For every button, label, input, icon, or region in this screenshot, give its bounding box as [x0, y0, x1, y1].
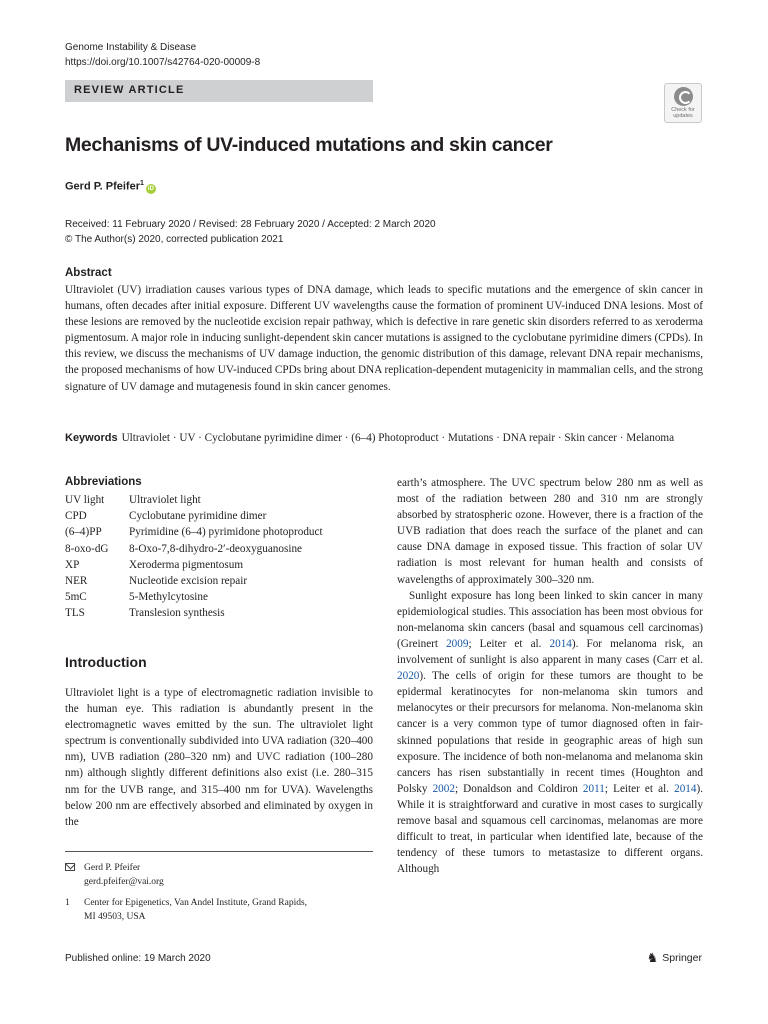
abbreviation-term: NER	[65, 575, 88, 588]
envelope-icon	[65, 863, 75, 871]
abbreviation-term: UV light	[65, 494, 105, 506]
citation-link[interactable]: 2009	[446, 637, 469, 650]
keywords	[65, 430, 703, 446]
corresponding-email[interactable]: gerd.pfeifer@vai.org	[84, 876, 164, 887]
abbreviation-term: 5mC	[65, 591, 87, 604]
abbreviation-definition: Xeroderma pigmentosum	[129, 558, 244, 571]
text-run: ; Leiter et al.	[468, 637, 550, 650]
text-run: ; Donaldson and Coldiron	[454, 782, 583, 795]
article-title: Mechanisms of UV-induced mutations and skin cancer	[65, 134, 553, 156]
publisher-name: Springer	[662, 951, 702, 964]
abbreviation-definition: Ultraviolet light	[129, 494, 201, 506]
history-dates: Received: 11 February 2020 / Revised: 28 February 2020 / Accepted: 2 March 2020	[65, 219, 436, 230]
author-affil-mark: 1	[140, 180, 144, 187]
keywords-text: Ultraviolet · UV · Cyclobutane pyrimidine dimer · (6–4) Photoproduct · Mutations · DNA repair · Skin cancer · Melanoma	[121, 432, 675, 444]
footnotes	[65, 862, 373, 932]
text-run: ). The cells of origin for these tumors are thought to be epidermal keratinocytes for non-melanoma skin tumors and melanocytes or their precursors for melanoma. Non-melanoma skin cancer is a very common type of tumor diagnosed often in fair-skinned populations that reside in geographic areas of high sun exposure. The incidence of both non-melanoma and melanoma skin cancers has risen substantially in recent times (Houghton and Polsky	[397, 670, 703, 795]
journal-name: Genome Instability & Disease	[65, 42, 197, 53]
check-for-updates-button[interactable]	[664, 83, 702, 123]
abbreviation-definition: Translesion synthesis	[129, 607, 225, 620]
author-name[interactable]: Gerd P. Pfeifer	[65, 180, 140, 193]
abbreviation-term: CPD	[65, 510, 87, 523]
abbreviations-heading: Abbreviations	[65, 476, 142, 488]
citation-link[interactable]: 2014	[549, 637, 572, 650]
citation-link[interactable]: 2014	[674, 782, 697, 795]
abstract-text: Ultraviolet (UV) irradiation causes various types of DNA damage, which leads to specific mutations and the emergence of skin cancer in humans, often decades after initial exposure. Different UV wavelengths cause the formation of prominent UV-induced DNA lesions. Most of these lesions are removed by the nucleotide excision repair pathway, which is defective in rare genetic skin disorders referred to as xeroderma pigmentosum. A major role in inducing sunlight-dependent skin cancer mutations is assigned to the cyclobutane pyrimidine dimers (CPDs). In this review, we discuss the mechanisms of UV damage induction, the genomic distribution of this damage, relevant DNA repair mechanisms, the proposed mechanisms of how UV-induced CPDs bring about DNA replication-dependent mutagenicity in mammalian cells, and the strong signature of UV damage and mutagenesis found in skin cancer genomes.	[65, 284, 703, 393]
abbreviation-term: TLS	[65, 607, 85, 620]
article-type-label: REVIEW ARTICLE	[74, 84, 185, 96]
abbreviations-list	[65, 492, 323, 622]
citation-link[interactable]: 2002	[432, 782, 455, 795]
doi-link[interactable]: https://doi.org/10.1007/s42764-020-00009-8	[65, 57, 261, 68]
abbreviation-term: 8-oxo-dG	[65, 542, 109, 555]
abbreviation-definition: Pyrimidine (6–4) pyrimidone photoproduct	[129, 526, 323, 539]
orcid-icon[interactable]: iD	[147, 185, 154, 192]
abbreviation-row	[65, 589, 323, 605]
text-run: ). While it is straightforward and curative in most cases to surgically remove basal and squamous cell carcinomas, melanomas are more difficult to treat, in particular when identified late, because of the tendency of these tumors to metastasize to different organs. Although	[397, 782, 703, 876]
check-updates-icon	[674, 87, 693, 106]
journal-header	[65, 40, 260, 70]
author-line	[65, 180, 156, 194]
abbreviation-term: (6–4)PP	[65, 526, 102, 539]
corresponding-author	[65, 862, 373, 889]
footnote-divider	[65, 851, 373, 852]
text-run: ; Leiter et al.	[604, 782, 675, 795]
check-updates-label: Check for updates	[671, 107, 695, 119]
affiliation-number: 1	[65, 898, 70, 908]
text-run: ). For melanoma risk, an involvement of sunlight is also apparent in many cases (Carr et al.	[397, 637, 703, 667]
abbreviation-row	[65, 508, 323, 524]
introduction-paragraph-1: Ultraviolet light is a type of electromagnetic radiation invisible to the human eye. This radiation is abundantly present in the electromagnetic waves emitted by the sun. The ultraviolet light spectrum is conventionally subdivided into UVA radiation (320–400 nm), UVB radiation (280–320 nm) and UVC radiation (100–280 nm) although slightly different definitions also exist (i.e. 280–315 nm for the UVB range, and 315–400 nm for UVA). Wavelengths below 200 nm are effectively absorbed and eliminated by oxygen in the	[65, 687, 373, 828]
text-run: Sunlight exposure has long been linked to skin cancer in many epidemiological studies. This association has been most obvious for non-melanoma skin cancers (basal and squamous cell carcinomas) (Greinert	[397, 589, 703, 650]
abbreviation-definition: Cyclobutane pyrimidine dimer	[129, 510, 267, 523]
article-dates	[65, 217, 436, 247]
introduction-heading: Introduction	[65, 654, 147, 670]
keywords-label: Keywords	[65, 432, 118, 444]
springer-horse-icon: ♞	[646, 950, 659, 965]
introduction-paragraph-2	[397, 588, 703, 878]
abbreviation-definition: 8-Oxo-7,8-dihydro-2′-deoxyguanosine	[129, 542, 303, 555]
affiliation-line-1: Center for Epigenetics, Van Andel Institute, Grand Rapids,	[84, 898, 308, 908]
publisher-logo	[647, 951, 702, 964]
abbreviation-row	[65, 541, 323, 557]
abbreviation-row	[65, 605, 323, 621]
copyright-line: © The Author(s) 2020, corrected publication 2021	[65, 234, 284, 245]
abbreviation-row	[65, 492, 323, 508]
corresponding-name: Gerd P. Pfeifer	[84, 863, 141, 873]
abbreviation-row	[65, 573, 323, 589]
citation-link[interactable]: 2011	[582, 782, 605, 795]
abstract-heading: Abstract	[65, 267, 112, 279]
abbreviation-definition: 5-Methylcytosine	[129, 591, 208, 604]
citation-link[interactable]: 2020	[397, 670, 420, 683]
abbreviation-row	[65, 557, 323, 573]
affiliation-line-2: MI 49503, USA	[84, 911, 146, 922]
affiliation	[65, 897, 373, 924]
abbreviation-definition: Nucleotide excision repair	[129, 575, 248, 588]
published-online: Published online: 19 March 2020	[65, 953, 211, 964]
introduction-paragraph-1-cont: earth’s atmosphere. The UVC spectrum below 280 nm as well as most of the radiation between 280 and 310 nm are strongly absorbed by stratospheric ozone. However, there is a fraction of the UVB radiation that does reach the surface of the planet and can cause DNA damage in exposed tissue. This fraction of solar UV radiation is most relevant for human health and consists of wavelengths of approximately 300–320 nm.	[397, 477, 703, 586]
article-type-bar	[65, 80, 373, 102]
abbreviation-row	[65, 524, 323, 540]
right-column	[397, 475, 703, 877]
abbreviation-term: XP	[65, 558, 80, 571]
